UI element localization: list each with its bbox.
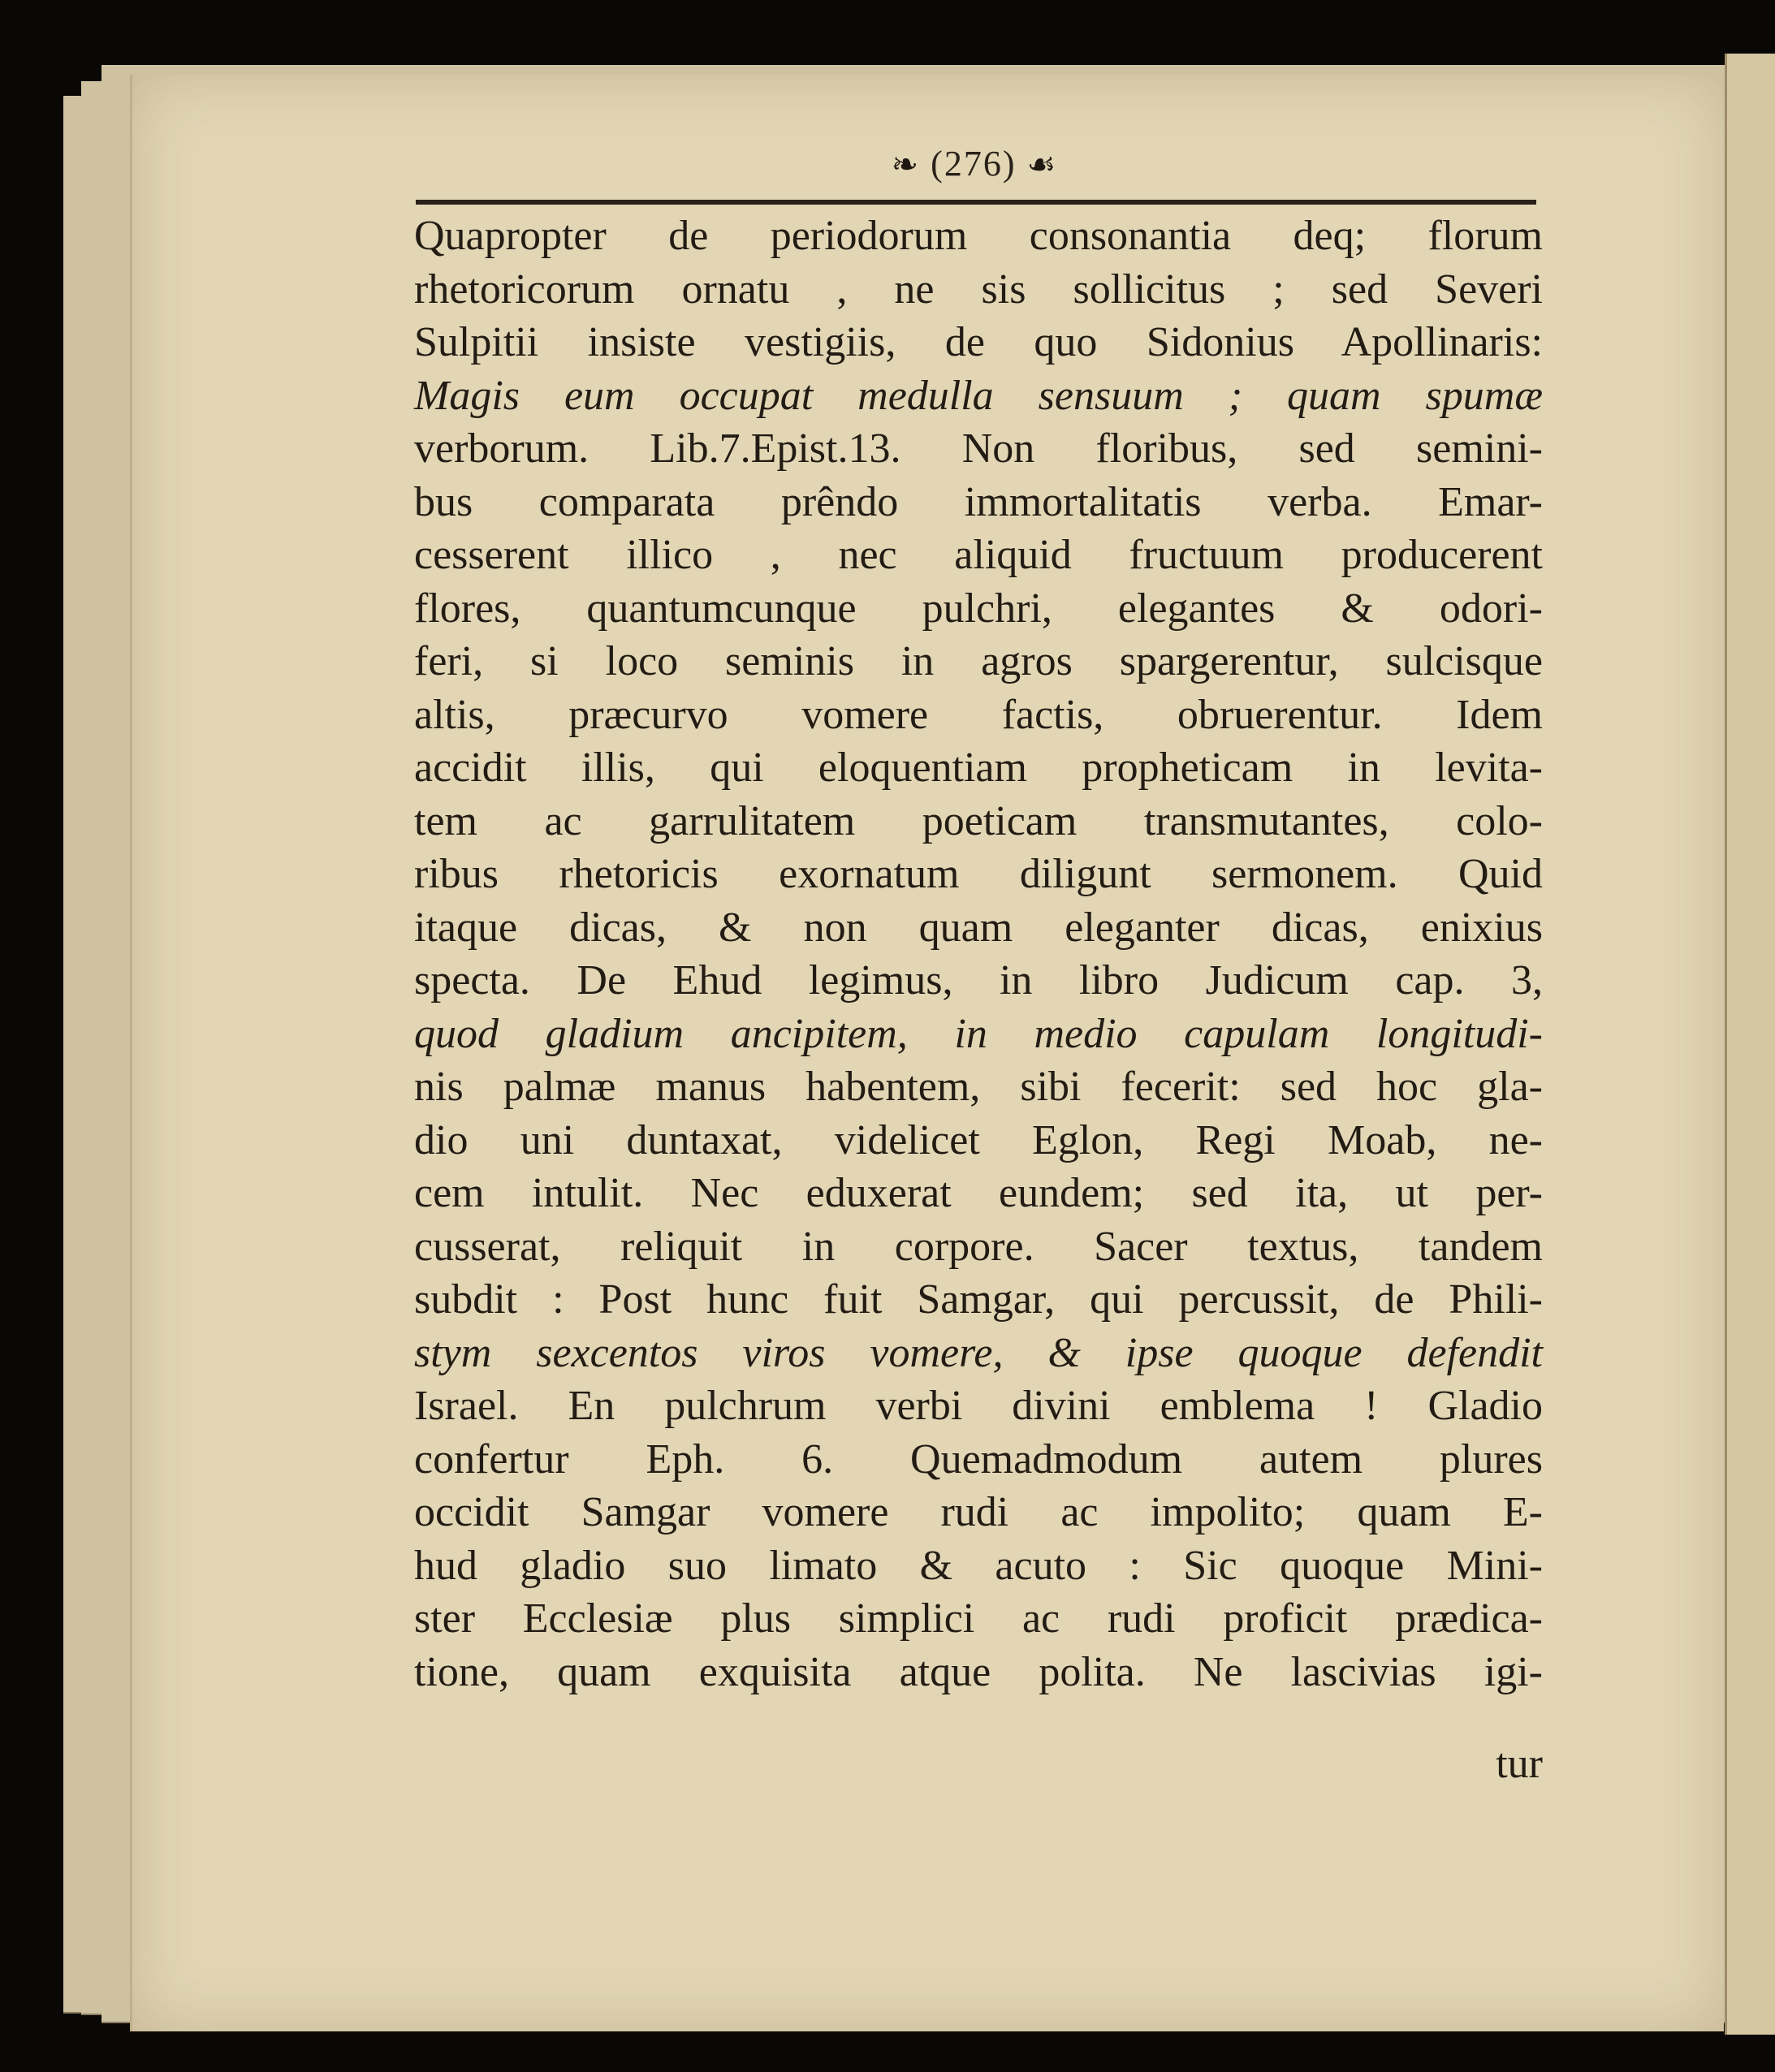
header-rule — [416, 200, 1536, 205]
catchword: tur — [1496, 1741, 1543, 1787]
ornament-right-icon: ☙ — [1026, 146, 1058, 183]
text-line: subdit : Post hunc fuit Samgar, qui percussit, de Phili- — [414, 1276, 1543, 1323]
text-line: cusserat, reliquit in corpore. Sacer textus, tandem — [414, 1223, 1543, 1270]
text-line: Magis eum occupat medulla sensuum ; quam spumæ — [414, 372, 1543, 419]
text-line: occidit Samgar vomere rudi ac impolito; quam E- — [414, 1489, 1543, 1535]
text-line: accidit illis, qui eloquentiam propheticam in levita- — [414, 745, 1543, 791]
text-line: feri, si loco seminis in agros spargerentur, sulcisque — [414, 638, 1543, 684]
text-line: Quapropter de periodorum consonantia deq; florum — [414, 213, 1543, 259]
body-text — [414, 209, 1543, 1699]
text-line: nis palmæ manus habentem, sibi fecerit: sed hoc gla- — [414, 1064, 1543, 1110]
text-line: Israel. En pulchrum verbi divini emblema ! Gladio — [414, 1383, 1543, 1429]
text-line: bus comparata prêndo immortalitatis verba. Emar- — [414, 478, 1543, 525]
text-line: cesserent illico , nec aliquid fructuum producerent — [414, 532, 1543, 578]
text-line: stym sexcentos viros vomere, & ipse quoque defendit — [414, 1329, 1543, 1376]
text-line: cem intulit. Nec eduxerat eundem; sed ita, ut per- — [414, 1170, 1543, 1216]
text-line: Sulpitii insiste vestigiis, de quo Sidonius Apollinaris: — [414, 319, 1543, 365]
facing-page-edge — [1725, 54, 1775, 2035]
page-number: (276) — [931, 144, 1017, 183]
text-line: ster Ecclesiæ plus simplici ac rudi proficit prædica- — [414, 1595, 1543, 1642]
text-line: rhetoricorum ornatu , ne sis sollicitus ; sed Severi — [414, 265, 1543, 313]
text-line: quod gladium ancipitem, in medio capulam longitudi- — [414, 1010, 1543, 1057]
text-line: verborum. Lib.7.Epist.13. Non floribus, sed semini- — [414, 425, 1543, 472]
text-line: tione, quam exquisita atque polita. Ne lascivias igi- — [414, 1648, 1543, 1695]
ornament-left-icon: ❧ — [891, 146, 921, 183]
text-line: tem ac garrulitatem poeticam transmutantes, colo- — [414, 797, 1543, 844]
text-line: itaque dicas, & non quam eleganter dicas, enixius — [414, 904, 1543, 951]
text-line: confertur Eph. 6. Quemadmodum autem plures — [414, 1435, 1543, 1483]
text-line: hud gladio suo limato & acuto : Sic quoque Mini- — [414, 1542, 1543, 1589]
page-header — [812, 143, 1137, 192]
text-line: specta. De Ehud legimus, in libro Judicum cap. 3, — [414, 957, 1543, 1004]
text-line: dio uni duntaxat, videlicet Eglon, Regi Moab, ne- — [414, 1116, 1543, 1163]
text-line: flores, quantumcunque pulchri, elegantes & odori- — [414, 585, 1543, 632]
text-line: altis, præcurvo vomere factis, obruerentur. Idem — [414, 691, 1543, 738]
text-line: ribus rhetoricis exornatum diligunt sermonem. Quid — [414, 851, 1543, 897]
